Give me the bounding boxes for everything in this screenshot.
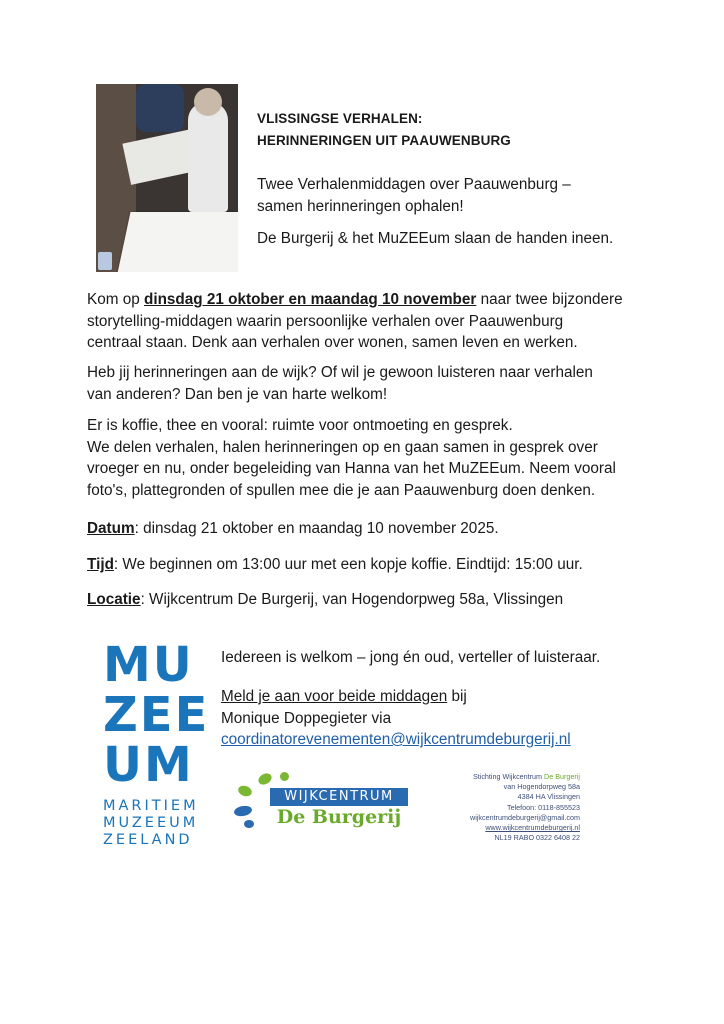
signup-block <box>221 686 571 751</box>
tijd-value: : We beginnen om 13:00 uur met een kopje koffie. Eindtijd: 15:00 uur. <box>113 556 583 573</box>
muzeeum-logo-line-1: MU <box>103 637 194 693</box>
address-city: 4384 HA Vlissingen <box>517 792 580 802</box>
muzeeum-logo-sub-2: MUZEEUM <box>103 815 199 831</box>
address-org-prefix: Stichting Wijkcentrum <box>472 772 545 781</box>
intro-paragraph <box>87 289 623 354</box>
tijd-label: Tijd <box>87 556 114 573</box>
tagline: De Burgerij & het MuZEEum slaan de handen ineen. <box>257 230 614 247</box>
subtitle-line-2: samen herinneringen ophalen! <box>257 197 464 215</box>
muzeeum-logo-line-2: ZEE <box>103 687 210 743</box>
datum-value: : dinsdag 21 oktober en maandag 10 november 2025. <box>134 520 499 537</box>
details-line-4: foto's, plattegronden of spullen mee die je aan Paauwenburg doen denken. <box>87 481 596 499</box>
tijd-line <box>87 554 583 576</box>
locatie-label: Locatie <box>87 591 141 608</box>
title-line-2: HERINNERINGEN UIT PAAUWENBURG <box>257 133 511 148</box>
address-org-name: De Burgerij <box>544 772 580 781</box>
muzeeum-logo-line-3: UM <box>103 737 194 793</box>
wijkcentrum-logo-bottom: De Burgerij <box>276 806 402 828</box>
wijkcentrum-logo <box>230 772 420 834</box>
intro-line-2: storytelling-middagen waarin persoonlijke verhalen over Paauwenburg <box>87 312 564 330</box>
intro-prefix: Kom op <box>87 291 144 308</box>
address-street: van Hogendorpweg 58a <box>503 782 580 792</box>
intro-dates: dinsdag 21 oktober en maandag 10 november <box>143 291 477 308</box>
intro-line-3: centraal staan. Denk aan verhalen over wonen, samen leven en werken. <box>87 334 578 351</box>
title-line-1: VLISSINGSE VERHALEN: <box>257 111 423 126</box>
address-website[interactable]: www.wijkcentrumdeburgerij.nl <box>485 823 580 833</box>
address-bank: NL19 RABO 0322 6408 22 <box>494 833 580 843</box>
contact-name: Monique Doppegieter via <box>221 709 392 727</box>
page-title <box>257 108 511 152</box>
locatie-line <box>87 589 563 611</box>
muzeeum-logo-sub-1: MARITIEM <box>103 798 199 814</box>
welcome-text: Iedereen is welkom – jong én oud, verteller of luisteraar. <box>221 649 601 666</box>
datum-label: Datum <box>87 520 135 537</box>
wijkcentrum-logo-top: WIJKCENTRUM <box>270 788 408 806</box>
details-line-3: vroeger en nu, onder begeleiding van Hanna van het MuZEEum. Neem vooral <box>87 460 616 477</box>
details-paragraph <box>87 415 616 501</box>
subtitle <box>257 174 571 217</box>
details-line-2: We delen verhalen, halen herinneringen op en gaan samen in gesprek over <box>87 438 598 456</box>
question-line-2: van anderen? Dan ben je van harte welkom! <box>87 385 388 403</box>
event-photo <box>96 84 238 272</box>
muzeeum-logo-sub-3: ZEELAND <box>103 832 193 848</box>
question-line-1: Heb jij herinneringen aan de wijk? Of wil je gewoon luisteren naar verhalen <box>87 364 593 381</box>
details-line-1: Er is koffie, thee en vooral: ruimte voor ontmoeting en gesprek. <box>87 417 513 434</box>
signup-link[interactable]: Meld je aan voor beide middagen <box>221 688 448 705</box>
datum-line <box>87 518 499 540</box>
subtitle-line-1: Twee Verhalenmiddagen over Paauwenburg – <box>257 176 571 193</box>
muzeeum-logo <box>103 637 210 849</box>
email-link[interactable]: coordinatorevenementen@wijkcentrumdeburgerij.nl <box>221 731 571 748</box>
address-block <box>440 772 580 843</box>
intro-line1-suffix: naar twee bijzondere <box>476 291 623 308</box>
address-phone: Telefoon: 0118-855523 <box>507 802 580 812</box>
locatie-value: : Wijkcentrum De Burgerij, van Hogendorpweg 58a, Vlissingen <box>140 591 564 608</box>
question-paragraph <box>87 362 593 405</box>
signup-suffix: bij <box>447 688 467 705</box>
address-email[interactable]: wijkcentrumdeburgerij@gmail.com <box>470 812 580 822</box>
